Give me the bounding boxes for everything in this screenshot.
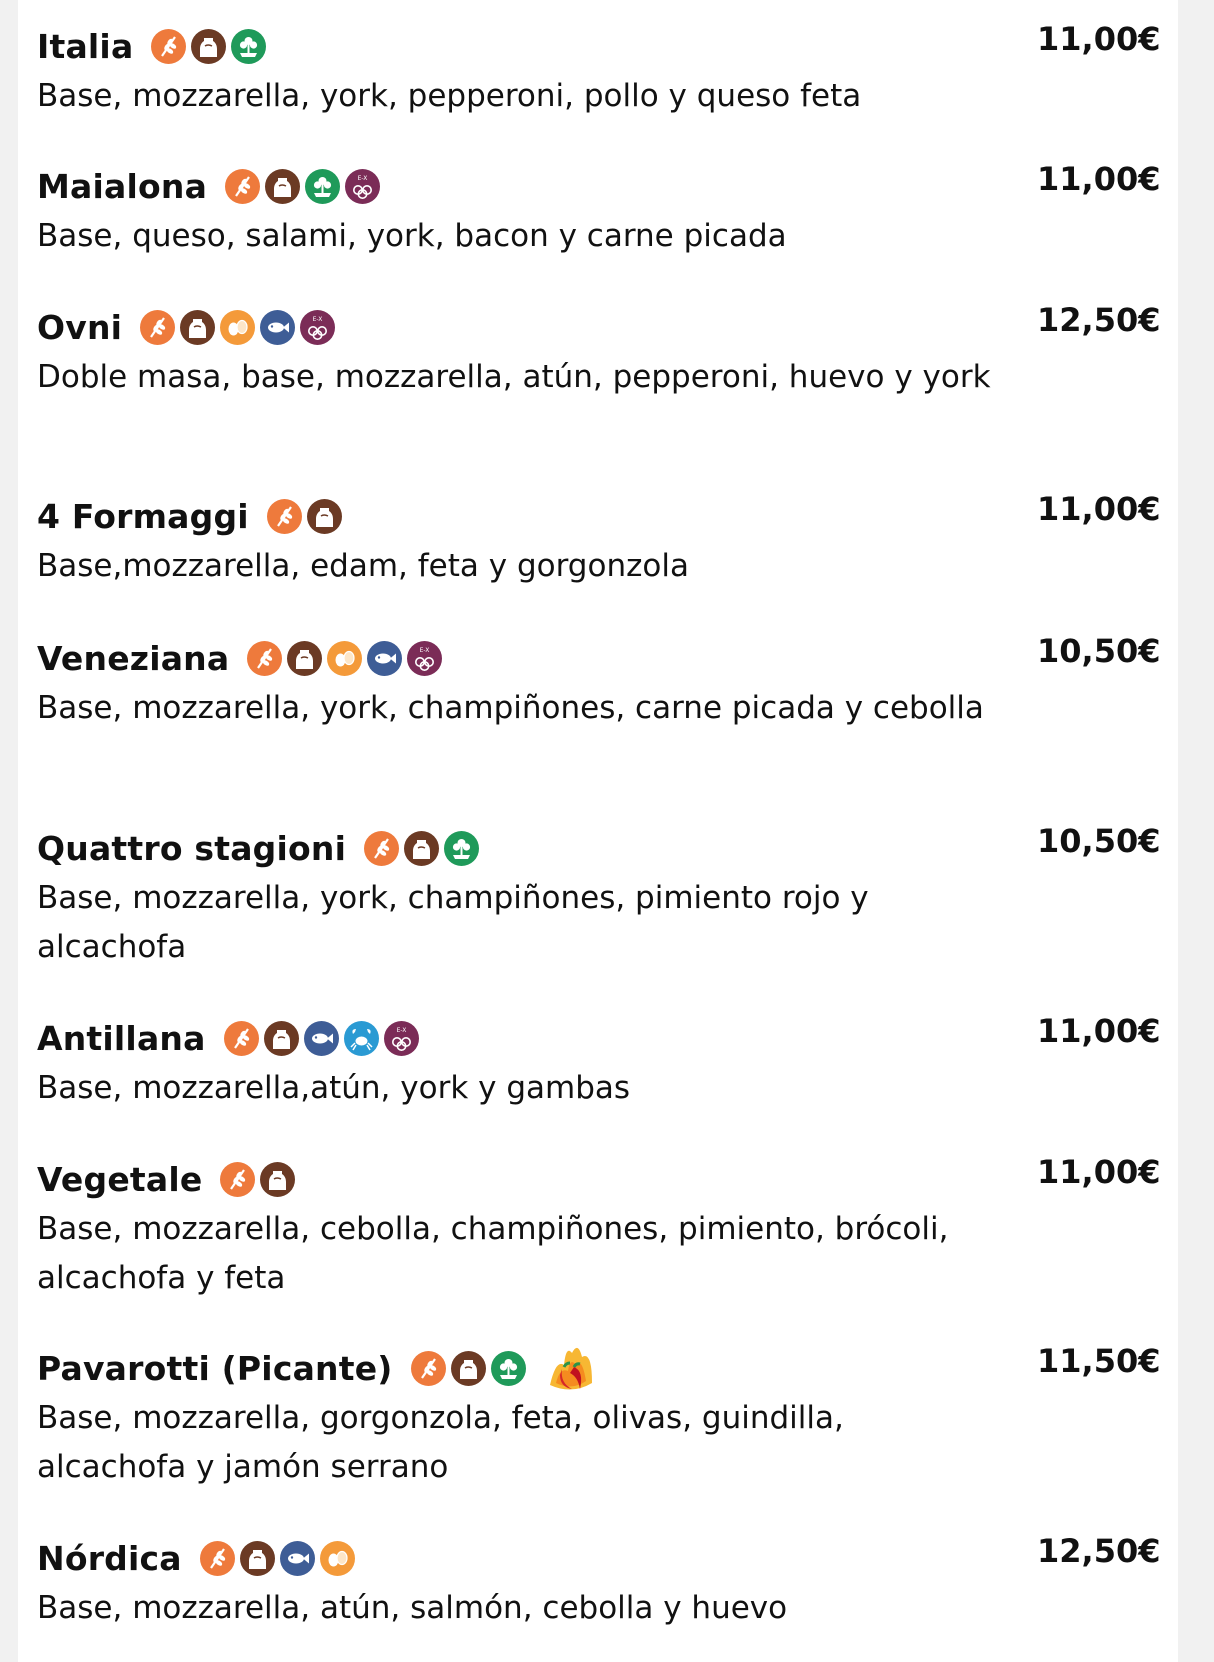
menu-item xyxy=(37,1342,1161,1492)
item-name: Nórdica xyxy=(37,1538,182,1578)
celery-icon xyxy=(305,169,340,204)
item-name: Maialona xyxy=(37,166,208,206)
lactose-icon xyxy=(307,499,342,534)
gluten-icon xyxy=(411,1351,446,1386)
gluten-icon xyxy=(224,1021,259,1056)
fish-icon xyxy=(304,1021,339,1056)
sulfites-icon xyxy=(345,169,380,204)
celery-icon xyxy=(231,29,266,64)
gluten-icon xyxy=(267,499,302,534)
menu-item xyxy=(37,1012,1161,1113)
allergen-icons xyxy=(411,1351,526,1386)
lactose-icon xyxy=(180,310,215,345)
item-title-row xyxy=(37,1012,1157,1064)
item-price: 12,50€ xyxy=(1037,1532,1161,1570)
item-title-row xyxy=(37,490,1157,542)
menu-item xyxy=(37,632,1161,733)
item-title-row xyxy=(37,301,1157,353)
lactose-icon xyxy=(287,641,322,676)
item-price: 11,00€ xyxy=(1037,1153,1161,1191)
item-name: Antillana xyxy=(37,1018,206,1058)
item-title-row xyxy=(37,1342,1157,1394)
allergen-icons xyxy=(151,29,266,64)
gluten-icon xyxy=(140,310,175,345)
allergen-icons xyxy=(220,1162,295,1197)
menu-item xyxy=(37,1153,1161,1303)
item-price: 10,50€ xyxy=(1037,632,1161,670)
sulfites-icon xyxy=(384,1021,419,1056)
item-price: 11,00€ xyxy=(1037,1012,1161,1050)
item-description: Base,mozzarella, edam, feta y gorgonzola xyxy=(37,548,689,584)
lactose-icon xyxy=(191,29,226,64)
item-title-row xyxy=(37,632,1157,684)
svg-text:E-X: E-X xyxy=(396,1026,406,1034)
egg-icon xyxy=(220,310,255,345)
svg-text:E-X: E-X xyxy=(312,315,323,323)
spicy-chili-icon xyxy=(542,1339,600,1397)
item-description: Base, mozzarella, cebolla, champiñones, pimiento, brócoli, alcachofa y feta xyxy=(37,1211,949,1296)
svg-text:E-X: E-X xyxy=(357,174,368,182)
item-name: 4 Formaggi xyxy=(37,496,249,536)
allergen-icons xyxy=(247,641,442,676)
item-description: Base, mozzarella, york, champiñones, carne picada y cebolla xyxy=(37,690,984,726)
menu-item xyxy=(37,822,1161,972)
menu-item xyxy=(37,20,1161,121)
egg-icon xyxy=(320,1541,355,1576)
item-title-row xyxy=(37,20,1157,72)
lactose-icon xyxy=(451,1351,486,1386)
item-name: Veneziana xyxy=(37,638,230,678)
item-name: Vegetale xyxy=(37,1159,203,1199)
item-description: Base, mozzarella,atún, york y gambas xyxy=(37,1070,631,1106)
item-price: 11,00€ xyxy=(1037,20,1161,58)
item-price: 11,00€ xyxy=(1037,490,1161,528)
menu-item xyxy=(37,1532,1161,1633)
item-title-row xyxy=(37,1153,1157,1205)
lactose-icon xyxy=(404,831,439,866)
item-price: 11,00€ xyxy=(1037,160,1161,198)
lactose-icon xyxy=(260,1162,295,1197)
item-description: Base, mozzarella, gorgonzola, feta, olivas, guindilla, alcachofa y jamón serrano xyxy=(37,1400,844,1485)
sulfites-icon xyxy=(407,641,442,676)
menu-item xyxy=(37,490,1161,591)
item-title-row xyxy=(37,160,1157,212)
item-price: 12,50€ xyxy=(1037,301,1161,339)
crustacean-icon xyxy=(344,1021,379,1056)
gluten-icon xyxy=(247,641,282,676)
fish-icon xyxy=(367,641,402,676)
allergen-icons xyxy=(140,310,335,345)
allergen-icons xyxy=(364,831,479,866)
gluten-icon xyxy=(151,29,186,64)
celery-icon xyxy=(444,831,479,866)
allergen-icons xyxy=(224,1021,419,1056)
celery-icon xyxy=(491,1351,526,1386)
allergen-icons xyxy=(267,499,342,534)
item-description: Base, queso, salami, york, bacon y carne picada xyxy=(37,218,787,254)
menu-page xyxy=(18,0,1178,1662)
lactose-icon xyxy=(265,169,300,204)
item-name: Quattro stagioni xyxy=(37,828,347,868)
item-name: Pavarotti (Picante) xyxy=(37,1348,393,1388)
gluten-icon xyxy=(220,1162,255,1197)
item-description: Base, mozzarella, york, champiñones, pimiento rojo y alcachofa xyxy=(37,880,869,965)
egg-icon xyxy=(327,641,362,676)
menu-item xyxy=(37,301,1161,402)
sulfites-icon xyxy=(300,310,335,345)
allergen-icons xyxy=(200,1541,355,1576)
item-title-row xyxy=(37,1532,1157,1584)
fish-icon xyxy=(260,310,295,345)
menu-item xyxy=(37,160,1161,261)
fish-icon xyxy=(280,1541,315,1576)
item-name: Ovni xyxy=(37,307,123,347)
lactose-icon xyxy=(264,1021,299,1056)
gluten-icon xyxy=(225,169,260,204)
item-title-row xyxy=(37,822,1157,874)
item-description: Base, mozzarella, york, pepperoni, pollo y queso feta xyxy=(37,78,862,114)
item-price: 10,50€ xyxy=(1037,822,1161,860)
item-price: 11,50€ xyxy=(1037,1342,1161,1380)
allergen-icons xyxy=(225,169,380,204)
gluten-icon xyxy=(364,831,399,866)
lactose-icon xyxy=(240,1541,275,1576)
item-description: Base, mozzarella, atún, salmón, cebolla y huevo xyxy=(37,1590,788,1626)
item-description: Doble masa, base, mozzarella, atún, pepperoni, huevo y york xyxy=(37,359,991,395)
gluten-icon xyxy=(200,1541,235,1576)
svg-text:E-X: E-X xyxy=(419,646,430,654)
item-name: Italia xyxy=(37,26,134,66)
